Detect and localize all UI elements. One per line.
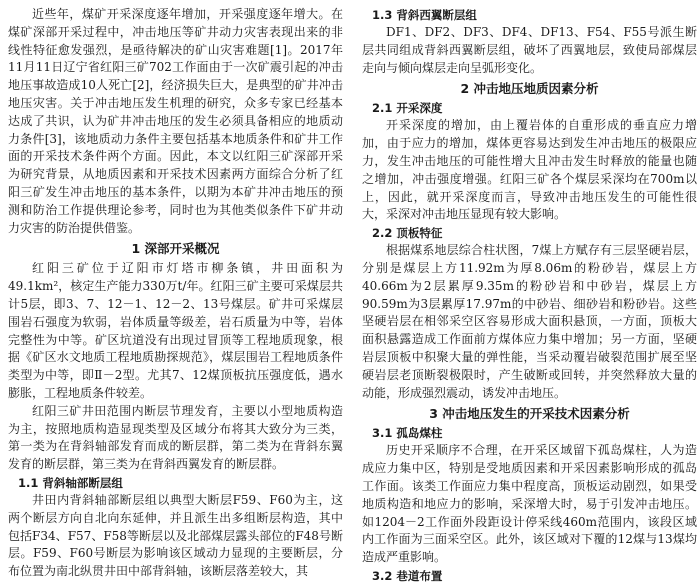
subsection-1-1-heading: 1.1 背斜轴部断层组 xyxy=(18,475,123,490)
fault-structure-paragraph: 红阳三矿井田范围内断层节理发育，主要以小型地质构造为主，按照地质构造显现类型及区域分布将其大致分为三类，第一类为在背斜轴部发育而成的断层群，第二类为在背斜东翼发育的断层群，第三类为在背斜西翼发育的断层群。 xyxy=(8,403,343,472)
left-column xyxy=(8,6,343,581)
axial-fault-paragraph: 井田内背斜轴部断层组以典型大断层F59、F60为主，这两个断层方向自北向东延伸，并且派生出多组断层构造，其中包括F34、F57、F58等断层以及北部煤层露头部位的F48号断层。F59、F60号断层为影响该区域动力显现的主要断层，分布位置为南北纵贯井田中部背斜轴，该断层落差较大，其 xyxy=(8,492,343,579)
subsection-2-2-heading: 2.2 顶板特征 xyxy=(372,226,443,241)
subsection-1-3-heading: 1.3 背斜西翼断层组 xyxy=(372,8,477,22)
intro-paragraph: 近些年，煤矿开采深度逐年增加，开采强度逐年增大。在煤矿深部开采过程中，冲击地压等矿井动力灾害表现出来的非线性特征愈发强烈，是亟待解决的矿山灾害难题[1]。2017年11月11日辽宁省红阳三矿702工作面由于一次矿震引起的冲击地压事故造成10人死亡[2]，经济损失巨大，是典型的矿井冲击地压灾害。关于冲击地压发生机理的研究，众多专家已经基本达成了共识，认为矿井冲击地压的发生必须具备相应的地质动力条件[3]，该地质动力条件主要包括基本地质条件和矿井工作面的开采技术条件两个方面。因此，本文以红阳三矿深部开采为研究背景，从地质因素和开采技术因素两方面综合分析了红阳三矿发生冲击地压的基本条件，以期为本矿井冲击地压的预测和防治工作提供理论参考，同时也为其他类似条件下矿井动力灾害的防治提供借鉴。 xyxy=(8,7,343,235)
right-column xyxy=(362,6,697,585)
roof-features-paragraph: 根据煤系地层综合柱状图，7煤上方赋存有三层坚硬岩层，分别是煤层上方11.92m为厚8.06m的粉砂岩，煤层上方40.66m为2层累厚9.35m的粉砂岩和中砂岩，煤层上方90.59m为3层累厚17.97m的中砂岩、细砂岩和粉砂岩。这些坚硬岩层在相邻采空区容易形成大面积悬顶，一方面，顶板大面积悬露造成工作面前方煤体应力集中增加；另一方面，坚硬岩层顶板中积聚大量的弹性能，当采动覆岩破裂范围扩展至坚硬岩层老顶断裂极限时，产生破断或回转，并突然释放大量的动能，形成强烈震动，诱发冲击地压。 xyxy=(362,243,697,400)
west-wing-fault-paragraph: DF1、DF2、DF3、DF4、DF13、F54、F55号派生断层共同组成背斜西翼断层组，破坏了西翼地层，致使局部煤层走向与倾向煤层走向呈弧形变化。 xyxy=(362,25,697,75)
subsection-3-2-heading: 3.2 巷道布置 xyxy=(372,568,443,583)
mine-overview-paragraph: 红阳三矿位于辽阳市灯塔市柳条镇，井田面积为49.1km²，核定生产能力330万t/年。红阳三矿主要可采煤层共计5层，即3、7、12－1、12－2、13号煤层。矿井可采煤层围岩石强度为软弱，岩体质量等级差，岩石质量为中等，岩体完整性为中等。矿区坑道没有出现过冒顶等工程地质现象，根据《矿区水文地质工程地质勘探规范》，煤层围岩工程地质条件类型为中等，即Ⅱ－2型。尤其7、12煤顶板抗压强度低，遇水膨胀，工程地质条件较差。 xyxy=(8,261,343,400)
section-1-heading: 1 深部开采概况 xyxy=(131,241,220,257)
mining-depth-paragraph: 开采深度的增加，由上覆岩体的自重形成的垂直应力增加，由于应力的增加，煤体更容易达到发生冲击地压的极限应力，发生冲击地压的可能性增大且冲击发生时释放的能量也随之增加，冲击强度增强。红阳三矿各个煤层采深均在700m以上，因此，就开采深度而言，导致冲击地压发生的可能性很大，采深对冲击地压显现有较大影响。 xyxy=(362,118,697,222)
section-3-heading: 3 冲击地压发生的开采技术因素分析 xyxy=(429,406,630,422)
island-pillar-paragraph: 历史开采顺序不合理，在开采区域留下孤岛煤柱，人为造成应力集中区，特别是受地质因素和开采因素影响形成的孤岛工作面。该类工作面应力集中程度高，顶板运动剧烈，如果受地质构造和地应力的影响，采深增大时，易于引发冲击地压。如1204－2工作面外段距设计停采线460m范围内，该段区域内工作面为三面采空区。此外，该区域对下覆的12煤与13煤均造成严重影响。 xyxy=(362,443,697,565)
section-2-heading: 2 冲击地压地质因素分析 xyxy=(460,81,599,97)
subsection-2-1-heading: 2.1 开采深度 xyxy=(372,101,443,116)
subsection-3-1-heading: 3.1 孤岛煤柱 xyxy=(372,426,443,441)
